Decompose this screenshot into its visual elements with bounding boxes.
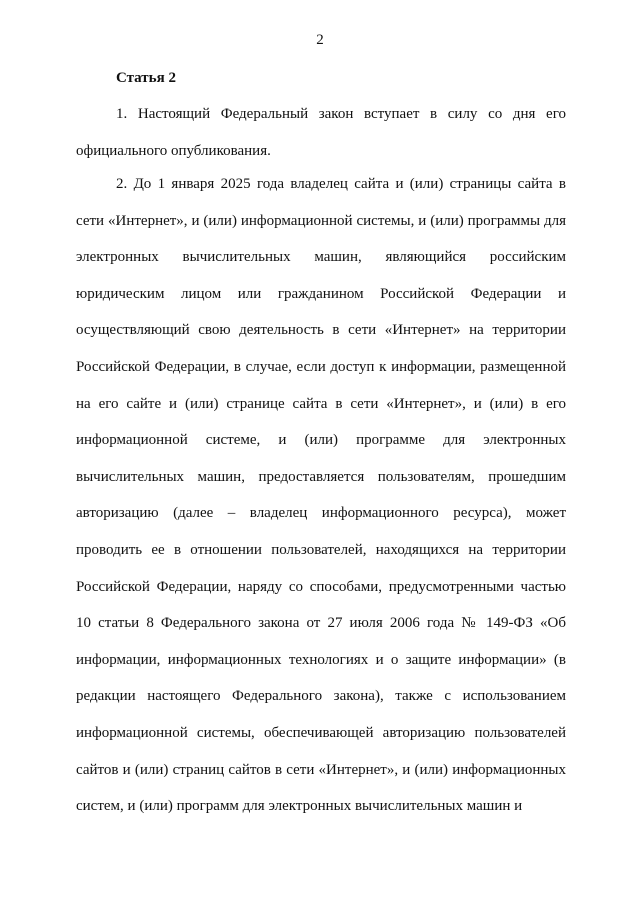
paragraph-2: 2. До 1 января 2025 года владелец сайта и (или) страницы сайта в сети «Интернет», и (или) информационной системы, и (или) программы для электронных вычислительных машин, являющийся российским юридическим лицом или гражданином Российской Федерации и осуществляющий свою деятельность в сети «Интернет» на территории Российской Федерации, в случае, если доступ к информации, размещенной на его сайте и (или) странице сайта в сети «Интернет», и (или) в его информационной системе, и (или) программе для электронных вычислительных машин, предоставляется пользователям, прошедшим авторизацию (далее – владелец информационного ресурса), может проводить ее в отношении пользователей, находящихся на территории Российской Федерации, наряду со способами, предусмотренными частью 10 статьи 8 Федерального закона от 27 июля 2006 года № 149-ФЗ «Об информации, информационных технологиях и о защите информации» (в редакции настоящего Федерального закона), также с использованием информационной системы, обеспечивающей авторизацию пользователей сайтов и (или) страниц сайтов в сети «Интернет», и (или) информационных систем, и (или) программ для электронных вычислительных машин и — [76, 176, 566, 815]
page-number: 2 — [316, 32, 324, 48]
article-heading: Статья 2 — [116, 70, 176, 86]
paragraph-1: 1. Настоящий Федеральный закон вступает в силу со дня его официального опубликования. — [76, 106, 566, 159]
